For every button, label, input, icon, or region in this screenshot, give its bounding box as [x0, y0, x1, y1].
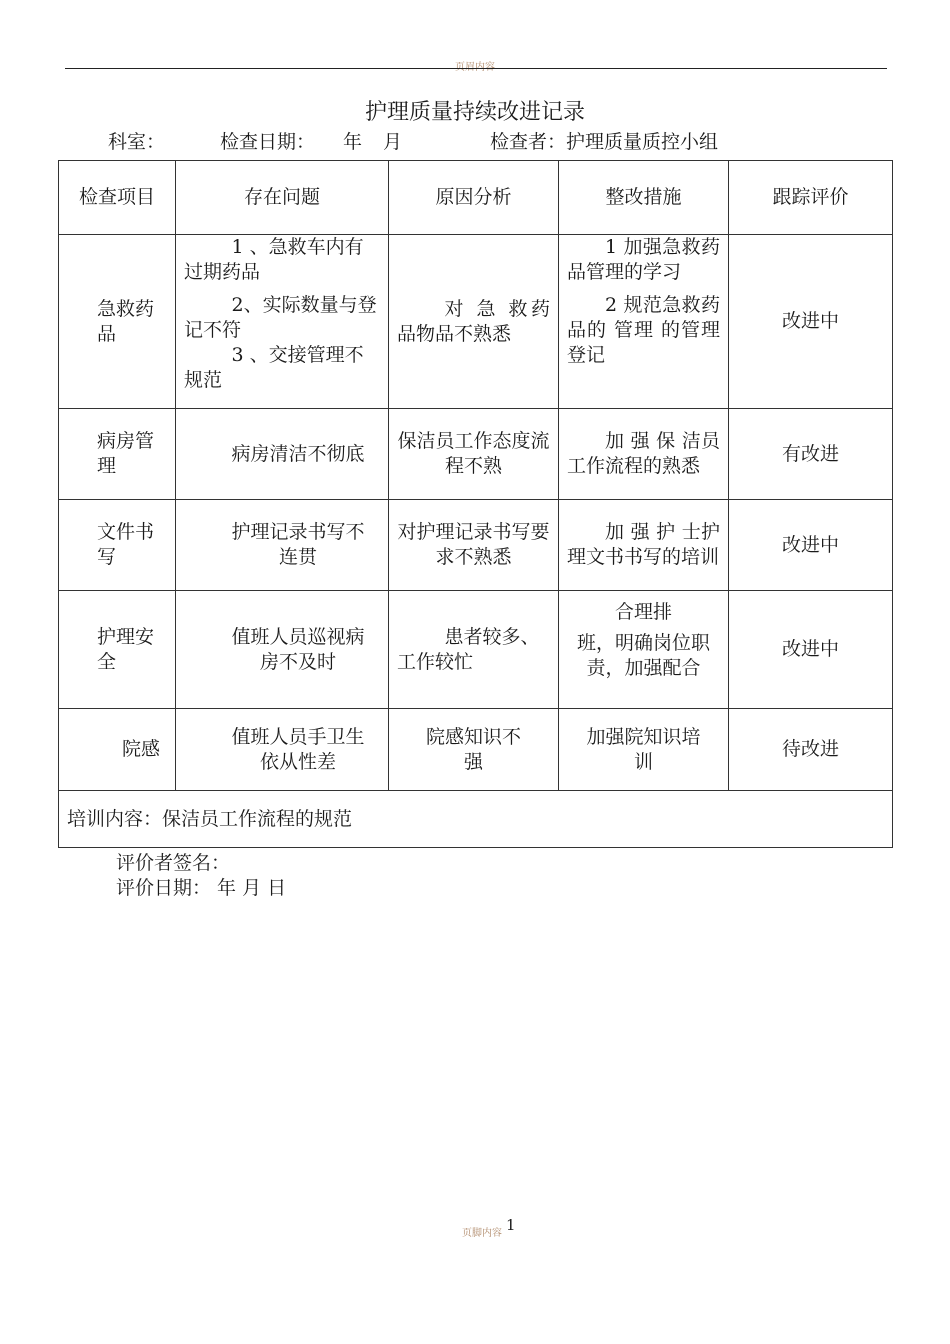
- row-item: 病房管理: [59, 409, 176, 500]
- row-item: 护理安全: [59, 591, 176, 709]
- row-item: 文件书写: [59, 500, 176, 591]
- training-content: 培训内容：保洁员工作流程的规范: [59, 791, 893, 848]
- header-cell-measure: 整改措施: [559, 161, 729, 235]
- row-problem: 病房清洁不彻底: [176, 409, 389, 500]
- table-row: [59, 500, 893, 591]
- evaluation-date: 评价日期： 年 月 日: [116, 877, 287, 899]
- header-cell-cause: 原因分析: [389, 161, 559, 235]
- row-problem: 值班人员巡视病房不及时: [176, 591, 389, 709]
- row-evaluation: 有改进: [729, 409, 893, 500]
- measure-body: 班，明确岗位职责，加强配合: [576, 632, 710, 679]
- row-item: 急救药品: [59, 235, 176, 409]
- measure-item: 1 加强急救药品管理的学习: [567, 236, 720, 283]
- row-measure: 加 强 护 士护理文书书写的培训: [559, 500, 729, 591]
- row-cause: 患者较多、工作较忙: [389, 591, 559, 709]
- table-row: [59, 409, 893, 500]
- row-problem: 值班人员手卫生依从性差: [176, 709, 389, 791]
- table-row: [59, 591, 893, 709]
- header-cell-evaluation: 跟踪评价: [729, 161, 893, 235]
- row-measure: 加强院知识培训: [559, 709, 729, 791]
- training-row: [59, 791, 893, 848]
- row-item: 院感: [59, 709, 176, 791]
- page-footer: 页脚内容: [462, 1228, 502, 1239]
- row-cause: 对护理记录书写要求不熟悉: [389, 500, 559, 591]
- row-evaluation: 待改进: [729, 709, 893, 791]
- page-header: 页眉内容: [455, 62, 495, 73]
- inspector-label: 检查者：护理质量质控小组: [490, 131, 719, 153]
- row-cause: 对 急 救药品物品不熟悉: [389, 235, 559, 409]
- document-title: 护理质量持续改进记录: [364, 100, 585, 125]
- table-row: [59, 709, 893, 791]
- row-measure: 加 强 保 洁员工作流程的熟悉: [559, 409, 729, 500]
- row-cause: 院感知识不强: [389, 709, 559, 791]
- row-cause: 保洁员工作态度流程不熟: [389, 409, 559, 500]
- date-month: 月: [383, 131, 403, 153]
- date-label: 检查日期：: [220, 131, 316, 153]
- header-cell-problem: 存在问题: [176, 161, 389, 235]
- row-measure: [559, 591, 729, 709]
- problem-item: 3 、交接管理不规范: [184, 344, 364, 391]
- quality-record-table: [58, 160, 893, 848]
- row-problems: [176, 235, 389, 409]
- header-rule: [65, 68, 887, 69]
- evaluator-signature: 评价者签名：: [116, 852, 231, 874]
- row-measures: [559, 235, 729, 409]
- row-problem: 护理记录书写不连贯: [176, 500, 389, 591]
- table-header-row: [59, 161, 893, 235]
- measure-top: 合理排: [614, 601, 672, 623]
- problem-item: 2、实际数量与登记不符: [184, 294, 377, 341]
- header-cell-item: 检查项目: [59, 161, 176, 235]
- measure-item: 2 规范急救药 品的 管理 的管理登记: [567, 294, 720, 366]
- row-evaluation: 改进中: [729, 591, 893, 709]
- page-number: 1: [506, 1216, 516, 1234]
- row-evaluation: 改进中: [729, 235, 893, 409]
- row-evaluation: 改进中: [729, 500, 893, 591]
- problem-item: 1 、急救车内有过期药品: [184, 236, 364, 283]
- date-year: 年: [343, 131, 363, 153]
- dept-label: 科室：: [108, 131, 166, 153]
- table-row: [59, 235, 893, 409]
